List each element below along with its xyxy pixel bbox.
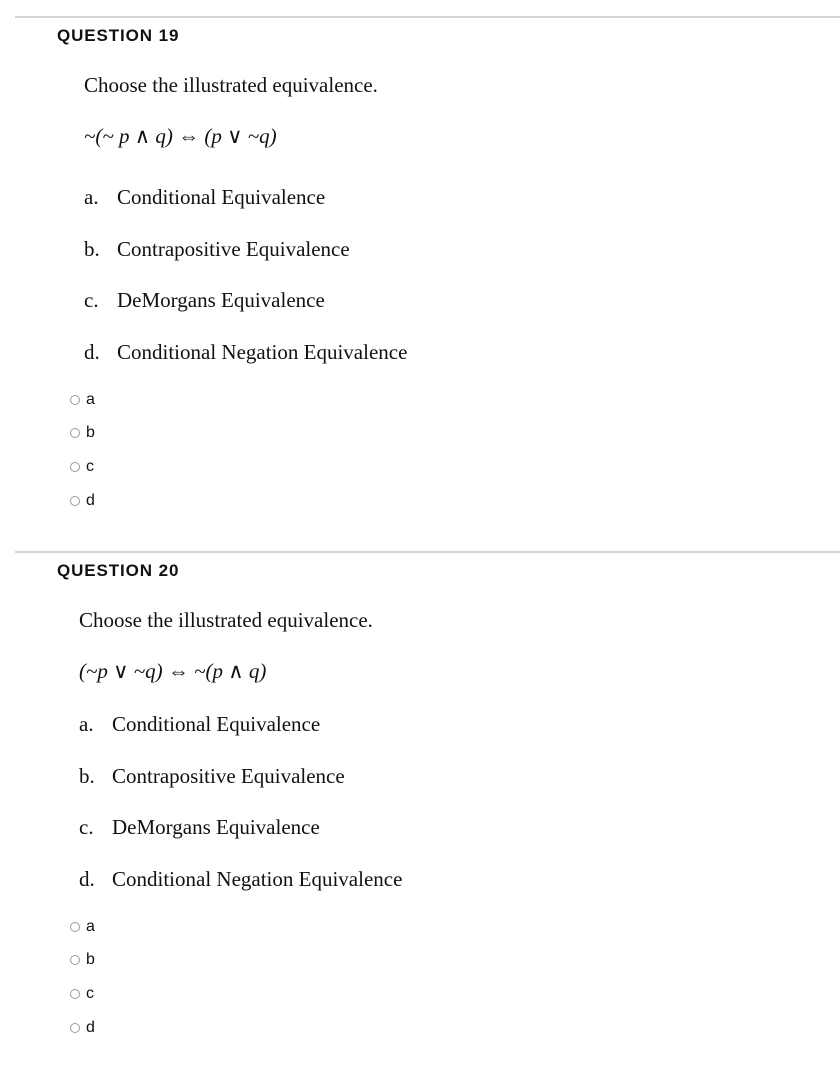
choice-text: Conditional Negation Equivalence — [112, 867, 403, 891]
radio-button[interactable] — [70, 1023, 80, 1033]
choice-letter: c. — [79, 815, 94, 839]
choice-text: Conditional Equivalence — [117, 185, 326, 209]
choice-letter: b. — [84, 237, 100, 261]
radio-label[interactable]: a — [86, 918, 95, 935]
choice-letter: a. — [79, 712, 94, 736]
radio-label[interactable]: a — [86, 391, 95, 408]
question-19-choice-d — [84, 340, 407, 365]
formula-or-symbol: ∨ — [113, 659, 129, 683]
question-19-title: QUESTION 19 — [57, 26, 180, 45]
formula-part: q) — [243, 659, 267, 683]
choice-text: Conditional Negation Equivalence — [117, 340, 408, 364]
question-20-option-c[interactable] — [70, 984, 94, 1004]
radio-button[interactable] — [70, 462, 80, 472]
formula-part: ~q) — [128, 659, 163, 683]
question-19-option-b[interactable] — [70, 423, 95, 443]
radio-label[interactable]: b — [86, 951, 95, 968]
choice-letter: c. — [84, 288, 99, 312]
radio-button[interactable] — [70, 955, 80, 965]
question-20-choice-c — [79, 815, 320, 840]
question-20-option-d[interactable] — [70, 1018, 95, 1038]
choice-text: DeMorgans Equivalence — [112, 815, 320, 839]
question-20-formula — [79, 659, 266, 684]
formula-iff-symbol: ⇔ — [162, 659, 195, 683]
question-19-choice-b — [84, 237, 350, 262]
question-20-title: QUESTION 20 — [57, 561, 180, 580]
formula-part: p — [113, 124, 135, 148]
formula-and-symbol: ∧ — [134, 124, 151, 148]
question-20-prompt: Choose the illustrated equivalence. — [79, 608, 373, 632]
radio-label[interactable]: d — [86, 1019, 95, 1036]
radio-button[interactable] — [70, 922, 80, 932]
radio-label[interactable]: c — [86, 985, 94, 1002]
formula-part: (~p — [79, 659, 114, 683]
question-19-option-c[interactable] — [70, 457, 94, 477]
question-19-choice-a — [84, 185, 325, 210]
radio-label[interactable]: c — [86, 458, 94, 475]
question-19-option-a[interactable] — [70, 390, 95, 410]
choice-text: Conditional Equivalence — [112, 712, 321, 736]
formula-or-symbol: ∨ — [227, 124, 243, 148]
question-19-choice-c — [84, 288, 325, 313]
question-20-option-a[interactable] — [70, 917, 95, 937]
question-20-choice-a — [79, 712, 320, 737]
question-19-formula — [84, 124, 277, 149]
formula-iff-symbol: ⇔ — [172, 124, 205, 148]
radio-button[interactable] — [70, 395, 80, 405]
radio-label[interactable]: d — [86, 492, 95, 509]
question-20-option-b[interactable] — [70, 950, 95, 970]
question-20-choice-d — [79, 867, 402, 892]
question-divider — [15, 551, 840, 553]
question-20-choice-b — [79, 764, 345, 789]
choice-text: DeMorgans Equivalence — [117, 288, 325, 312]
radio-button[interactable] — [70, 989, 80, 999]
formula-part: ~(p — [194, 659, 229, 683]
formula-and-symbol: ∧ — [228, 659, 244, 683]
choice-letter: d. — [84, 340, 100, 364]
choice-letter: a. — [84, 185, 99, 209]
choice-letter: b. — [79, 764, 95, 788]
question-19-prompt: Choose the illustrated equivalence. — [84, 73, 378, 97]
top-divider — [15, 16, 840, 18]
radio-button[interactable] — [70, 496, 80, 506]
choice-text: Contrapositive Equivalence — [112, 764, 345, 788]
radio-label[interactable]: b — [86, 424, 95, 441]
choice-letter: d. — [79, 867, 95, 891]
formula-part: ~q) — [242, 124, 277, 148]
formula-part: (p — [204, 124, 228, 148]
choice-text: Contrapositive Equivalence — [117, 237, 350, 261]
formula-part: ~(~ — [84, 124, 114, 148]
formula-part: q) — [150, 124, 173, 148]
question-19-option-d[interactable] — [70, 491, 95, 511]
radio-button[interactable] — [70, 428, 80, 438]
